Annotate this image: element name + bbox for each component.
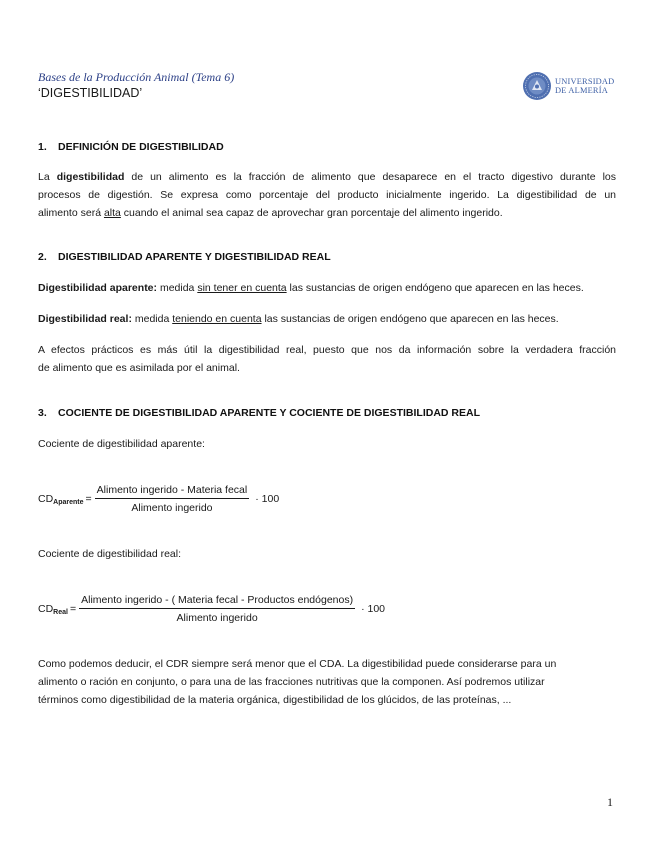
- formula-denominator: Alimento ingerido: [176, 612, 258, 624]
- text-run: cuando el animal sea capaz de aprovechar gran porcentaje del alimento ingerido.: [120, 206, 503, 219]
- text-line: términos como digestibilidad de la materia orgánica, digestibilidad de los glúcidos, de las proteínas, ...: [38, 693, 512, 706]
- text-run: las sustancias de origen endógeno que aparecen en las heces.: [286, 282, 584, 294]
- section-heading-2: [38, 251, 331, 263]
- bold-term: digestibilidad: [56, 171, 125, 183]
- formula-cd: CD: [38, 603, 54, 615]
- section-title: DIGESTIBILIDAD APARENTE Y DIGESTIBILIDAD REAL: [58, 251, 331, 263]
- bold-term: Digestibilidad aparente:: [38, 282, 158, 294]
- formula-fraction: [79, 594, 355, 624]
- section-number: 3.: [38, 407, 47, 419]
- underlined-term: teniendo en cuenta: [172, 313, 262, 325]
- logo-line-2: DE ALMERÍA: [555, 86, 608, 95]
- formula-equals: =: [69, 603, 77, 615]
- real-definition: [38, 311, 616, 329]
- formula-fraction: [95, 484, 250, 514]
- formula-equals: =: [85, 493, 92, 505]
- logo-line-1: UNIVERSIDAD: [555, 76, 615, 86]
- text-line: Como podemos deducir, el CDR siempre será menor que el CDA. La digestibilidad puede considerarse para un: [38, 658, 557, 670]
- section-heading-1: [38, 141, 224, 153]
- real-ratio-title: Cociente de digestibilidad real:: [38, 548, 182, 560]
- text-line: A efectos prácticos es más útil la digestibilidad real, puesto que nos da información sobre la verdadera fracción: [38, 344, 616, 356]
- closing-paragraph: [38, 656, 616, 709]
- bold-term: Digestibilidad real:: [38, 313, 132, 325]
- formula-numerator: Alimento ingerido - ( Materia fecal - Productos endógenos): [79, 594, 355, 609]
- text-run: La: [38, 171, 57, 183]
- formula-multiplier: · 100: [361, 603, 386, 615]
- apparent-definition: [38, 280, 616, 298]
- practical-note: [38, 342, 616, 378]
- text-run: medida: [157, 282, 198, 294]
- text-run: de un alimento es la fracción de alimento que desaparece en el tracto digestivo durante los: [124, 171, 616, 183]
- formula-subscript: Real: [53, 608, 68, 616]
- text-run: alimento será: [38, 206, 104, 219]
- formula-numerator: Alimento ingerido - Materia fecal: [95, 484, 250, 499]
- text-line: de alimento que es asimilada por el animal.: [38, 361, 240, 374]
- course-title: Bases de la Producción Animal (Tema 6): [38, 70, 235, 84]
- university-logo: [522, 70, 622, 102]
- section-title: DEFINICIÓN DE DIGESTIBILIDAD: [58, 141, 224, 153]
- text-line: procesos de digestión. Se expresa como porcentaje del producto inicialmente ingerido. La digestibilidad de un: [38, 188, 616, 201]
- page-number: 1: [607, 795, 613, 809]
- university-seal-icon: [522, 71, 552, 101]
- apparent-ratio-title: Cociente de digestibilidad aparente:: [38, 438, 205, 450]
- logo-wordmark: [555, 77, 614, 95]
- section-heading-3: [38, 407, 480, 419]
- apparent-formula: [38, 484, 279, 514]
- formula-denominator: Alimento ingerido: [131, 502, 213, 514]
- underlined-term: sin tener en cuenta: [197, 282, 287, 294]
- formula-multiplier: · 100: [255, 493, 280, 505]
- formula-subscript: Aparente: [53, 498, 84, 506]
- section-number: 2.: [38, 251, 47, 263]
- text-line: [38, 205, 616, 223]
- section-title: COCIENTE DE DIGESTIBILIDAD APARENTE Y COCIENTE DE DIGESTIBILIDAD REAL: [58, 407, 480, 419]
- text-run: las sustancias de origen endógeno que aparecen en las heces.: [261, 313, 559, 325]
- formula-cd: CD: [38, 493, 54, 505]
- real-formula: [38, 594, 385, 624]
- text-line: alimento o ración en conjunto, o para una de las fracciones nutritivas que la componen. Así podremos utilizar: [38, 675, 545, 688]
- text-run: medida: [131, 313, 173, 325]
- text-line: [38, 169, 616, 187]
- underlined-term: alta: [103, 206, 121, 219]
- topic-title: ‘DIGESTIBILIDAD’: [38, 86, 143, 100]
- definition-paragraph: [38, 169, 616, 222]
- section-number: 1.: [38, 141, 47, 153]
